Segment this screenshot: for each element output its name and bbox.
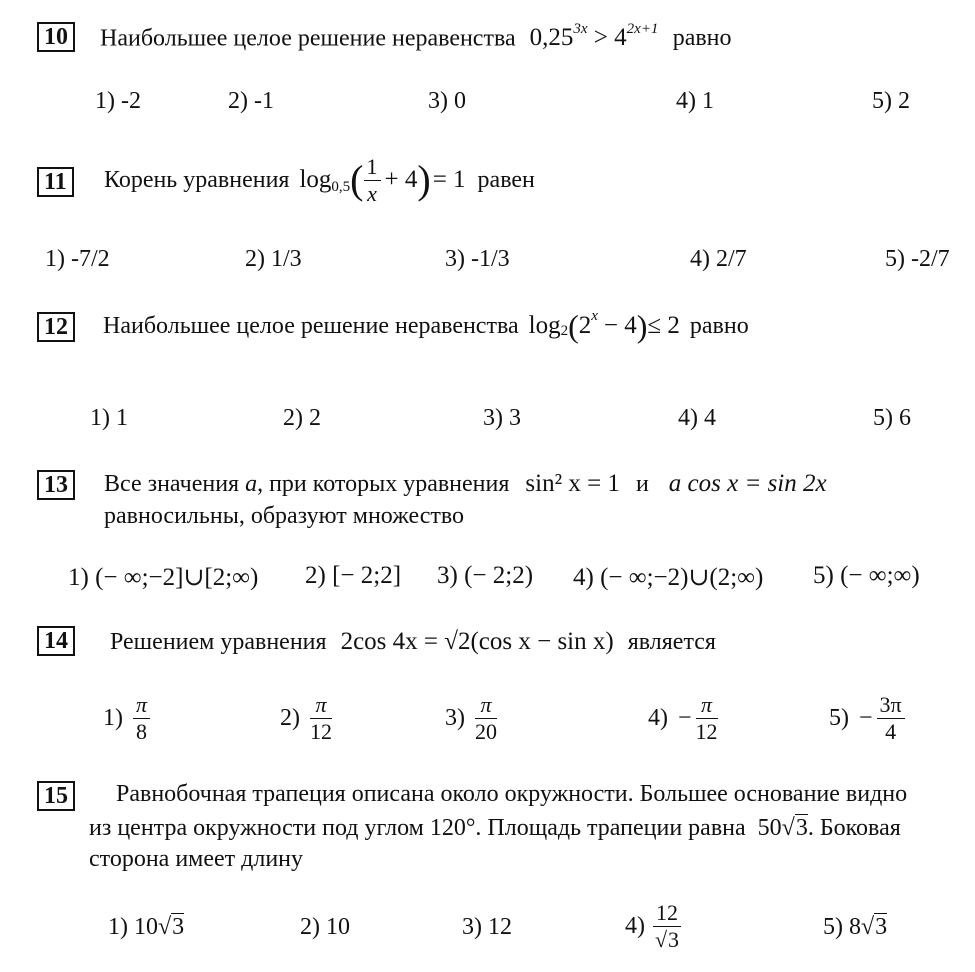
log-symbol: log [528,312,561,339]
radicand: 3 [668,927,680,952]
option-value: 8 [849,914,861,940]
fraction-denominator: 12 [310,719,332,744]
answer-option[interactable] [280,694,332,743]
answer-option[interactable] [108,914,184,941]
statement: Наибольшее целое решение неравенства [103,312,519,339]
fraction-numerator: π [696,694,718,719]
relation: > [593,24,608,52]
option-label: 3) [445,705,465,731]
problem-number: 11 [37,167,74,197]
problem-text-line3: сторона имеет длину [89,846,304,872]
statement-end: является [627,629,716,655]
option-sign: − [678,705,692,731]
statement-end: равен [477,166,535,193]
answer-option[interactable] [823,914,887,941]
paren-open: ( [350,157,364,202]
answer-option[interactable]: 5) -2/7 [885,246,950,272]
exponent: 3x [573,21,588,37]
log-base: 0,5 [331,178,351,195]
statement: , при которых уравнения [257,471,510,497]
problem-number: 10 [37,22,75,52]
answer-option[interactable] [625,902,681,951]
problem-number: 13 [37,470,75,500]
answer-option[interactable]: 1) 1 [90,405,128,431]
paren-open: ( [568,308,579,344]
formula [299,153,466,206]
statement: из центра окружности под углом 120°. Площадь трапеции равна [89,815,746,841]
problem-text-line2 [89,815,901,842]
answer-option[interactable] [445,694,497,743]
term: + 4 [384,166,418,193]
exponent: x [591,307,598,324]
fraction-numerator: 1 [364,156,381,181]
answer-option[interactable] [103,694,150,743]
answer-option[interactable] [300,914,350,941]
statement: Корень уравнения [104,166,290,193]
radicand: 3 [795,815,808,841]
option-label: 5) [823,914,843,940]
sqrt-symbol: √ [654,927,668,952]
option-label: 5) [829,705,849,731]
answer-option[interactable]: 3) -1/3 [445,246,510,272]
log-base: 2 [560,322,569,339]
fraction-denominator: 8 [136,719,148,744]
fraction [310,694,332,743]
radicand: 3 [875,914,888,940]
problem-text-line2: равносильны, образуют множество [104,503,465,529]
answer-option[interactable]: 4) 1 [676,88,714,114]
variable: a [245,471,258,497]
fraction-denominator: 4 [885,719,897,744]
fraction-denominator: 12 [695,719,718,744]
formula: a cos x = sin 2x [668,470,827,497]
statement: Решением уравнения [110,629,327,655]
problem-number: 15 [37,781,75,811]
formula [758,815,808,841]
problem-text [104,150,535,210]
fraction [877,694,905,743]
sqrt-symbol: √ [861,914,875,940]
statement-end: равно [672,25,732,52]
problem-number: 14 [37,626,75,656]
sqrt-symbol: √ [781,815,795,841]
option-label: 4) [648,705,668,731]
fraction-numerator: π [133,694,150,719]
answer-option[interactable]: 2) -1 [228,88,274,114]
paren-close: ) [636,308,648,344]
fraction [653,902,681,951]
problem-text [110,628,716,656]
answer-option[interactable]: 5) 2 [872,88,910,114]
answer-option[interactable] [829,694,905,743]
relation: ≤ 2 [647,312,680,339]
answer-option[interactable]: 4) (− ∞;−2)∪(2;∞) [573,564,764,591]
fraction-denominator: x [367,180,377,206]
fraction [696,694,718,743]
formula: sin² x = 1 [525,470,620,497]
answer-option[interactable]: 1) -7/2 [45,246,110,272]
statement: Наибольшее целое решение неравенства [100,25,516,52]
statement-end: равно [689,312,749,339]
option-value: 10 [134,914,158,940]
option-label: 1) [103,705,123,731]
option-value: 12 [488,914,512,940]
answer-option[interactable]: 2) 2 [283,405,321,431]
fraction-numerator: π [475,694,497,719]
answer-option[interactable]: 3) 0 [428,88,466,114]
fraction [133,694,150,743]
statement: Все значения [104,471,240,497]
sqrt-symbol: √ [158,914,172,940]
fraction-numerator: 3π [877,694,905,719]
base: 2 [578,312,592,339]
fraction-denominator [653,927,681,951]
formula: 2cos 4x = √2(cos x − sin x) [340,628,614,655]
base: 4 [614,24,627,52]
problem-text-line1: Равнобочная трапеция описана около окружности. Большее основание видно [116,781,908,807]
answer-option[interactable]: 5) 6 [873,405,911,431]
problem-text-line1 [104,470,827,498]
option-sign: − [859,705,873,731]
fraction-numerator: 12 [653,902,681,927]
formula [529,21,665,52]
problem-number: 12 [37,312,75,342]
fraction [364,153,381,206]
fraction-denominator: 20 [475,719,497,744]
conjunction: и [635,471,649,497]
answer-option[interactable] [648,694,718,743]
relation: = 1 [432,166,466,193]
formula [528,307,680,344]
term: − 4 [603,312,637,339]
problem-text [100,21,732,52]
option-label: 1) [108,914,128,940]
answer-option[interactable]: 1) -2 [95,88,141,114]
answer-option[interactable]: 2) [− 2;2] [305,562,402,589]
answer-option[interactable]: 3) (− 2;2) [437,562,534,589]
answer-option[interactable]: 4) 2/7 [690,246,747,272]
option-value: 10 [326,914,350,940]
exponent: 2x+1 [626,21,659,37]
option-label: 2) [280,705,300,731]
paren-close: ) [417,157,431,202]
base: 0,25 [529,24,574,52]
fraction [475,694,497,743]
problem-text [103,306,749,346]
answer-option[interactable]: 4) 4 [678,405,716,431]
answer-option[interactable]: 2) 1/3 [245,246,302,272]
answer-option[interactable]: 5) (− ∞;∞) [813,562,920,589]
log-symbol: log [299,166,332,193]
option-label: 2) [300,914,320,940]
answer-option[interactable] [462,914,512,941]
radicand: 3 [172,914,185,940]
answer-option[interactable]: 3) 3 [483,405,521,431]
answer-option[interactable]: 1) (− ∞;−2]∪[2;∞) [68,564,259,591]
option-label: 3) [462,914,482,940]
coefficient: 50 [757,815,782,841]
fraction-numerator: π [310,694,332,719]
statement: . Боковая [807,815,901,841]
option-label: 4) [625,913,645,939]
